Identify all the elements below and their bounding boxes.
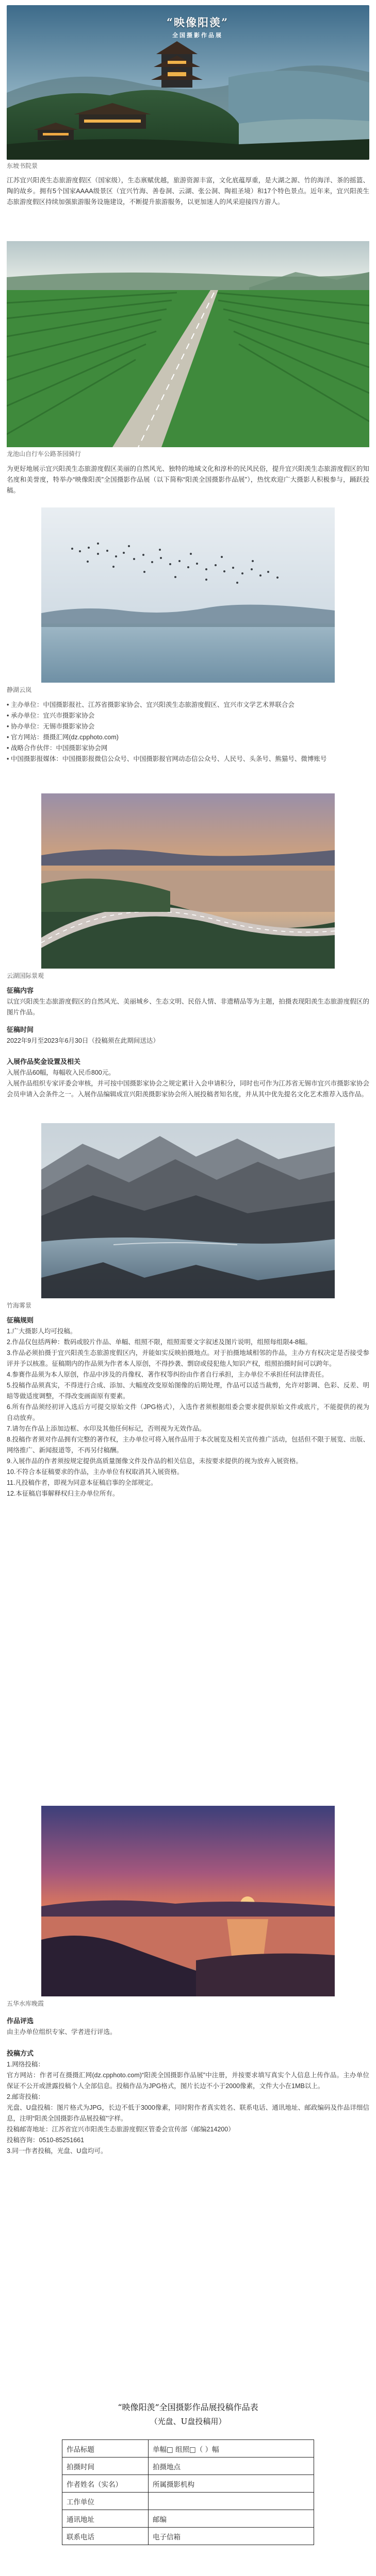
- organizer-line: • 中国摄影报媒体：中国摄影报微信公众号、中国摄影报官网动态信公众号、人民号、头条号、熊猫号、微博账号: [7, 755, 327, 762]
- hero-title-block: [146, 14, 249, 39]
- rule-line: 5.投稿作品须真实，不得进行合成、添加、大幅度改变原始图像的后期处理，作品可以适当裁剪，允许对影调、色彩、反差、明暗等做适度调整，不得改变画面原有要素。: [7, 1382, 369, 1400]
- intro-text-1: 江苏宜兴阳羡生态旅游度假区（国家级），生态禀赋优越，旅游资源丰富，文化底蕴厚重，是大湖之源、竹的海洋、茶的摇篮、陶的故乡。拥有5个国家AAAA级景区（宜兴竹海、善卷洞、云湖、张公洞、陶祖圣境）和17个特色景点。近年来，宜兴阳羡生态旅游度假区持续加强旅游服务设施建设，不断提升旅游服务，以更加迷人的风采迎接四方游人。: [7, 177, 369, 206]
- rule-line: 8.投稿作者须对作品拥有完整的著作权，主办单位可将入展作品用于本次展览及相关宣传推广活动，包括但不限于展览、出版、网络推广、新闻报道等，不再另付稿酬。: [7, 1436, 369, 1454]
- table-row: [62, 2440, 314, 2458]
- organizer-line: • 官方网站：摄摄汇网(dz.cpphoto.com): [7, 734, 119, 741]
- intro-text-2: 为更好地展示宜兴阳羡生态旅游度假区美丽的自然风光、独特的地域文化和淳朴的民风民俗，提升宜兴阳羡生态旅游度假区的知名度和美誉度，特举办“映像阳羡”全国摄影作品展（以下简称“阳羡全国摄影作品展”），热忱欢迎广大摄影人积极参与，踊跃投稿。: [7, 465, 369, 494]
- hero-title: “映像阳羡”: [166, 16, 229, 29]
- rule-line: 7.请勿在作品上添加边框、水印及其他任何标记，否则视为无效作品。: [7, 1425, 206, 1432]
- lake-illustration: [41, 507, 335, 683]
- rule-line: 3.作品必须拍摄于宜兴阳羡生态旅游度假区内，并能如实反映拍摄地点。对于拍摄地域相邻的作品，主办方有权决定是否接受参评并予以核准。征稿期内的作品须为作者本人原创，不得抄袭、剽窃或侵犯他人知识产权，组照拍摄时间可以跨年。: [7, 1349, 369, 1367]
- sunset-lake-caption: 五华水库晚霞: [7, 2000, 44, 2007]
- form-value: 电子信箱: [149, 2528, 314, 2545]
- rule-line: 2.作品仅包括两种：数码或胶片作品、单幅、组照不限，组照需要文字叙述及图片说明，组照每组限4-8幅。: [7, 1338, 312, 1346]
- table-row: [62, 2493, 314, 2510]
- review-paragraph: [7, 2027, 369, 2038]
- hero-image: [7, 5, 369, 160]
- submit-line: 投稿邮寄地址：江苏省宜兴市阳羡生态旅游度假区管委会宣传部（邮编214200）: [7, 2126, 235, 2133]
- mountain-lake-illustration: [41, 1123, 335, 1298]
- form-value: 邮编: [149, 2510, 314, 2528]
- tea-field-illustration: [7, 241, 369, 447]
- rule-line: 9.入展作品的作者须按规定提供高质量图像文件及作品的相关信息，未按要求提供的视为放弃入展资格。: [7, 1458, 302, 1465]
- submit-line: 官方网站：作者可在摄摄汇网(dz.cpphoto.com)“阳羡全国摄影作品展”中注册，并按要求填写真实个人信息上传作品。主办单位保证不公开或泄露投稿个人全部信息。投稿作品为JPG格式，图片长边不小于2000像素，文件大小在1MB以上。: [7, 2072, 369, 2090]
- content-paragraph: [7, 996, 369, 1018]
- rules-title: 征稿规则: [7, 1316, 34, 1324]
- intro-paragraph-2: [7, 464, 369, 496]
- sunset-lake-image: [41, 1806, 335, 1996]
- hero-subtitle: 全国摄影作品展: [172, 32, 223, 39]
- submit-line: 3.同一作者投稿，光盘、U盘均可。: [7, 2147, 107, 2155]
- submit-list: [7, 2059, 369, 2157]
- rule-line: 10.不符合本征稿要求的作品，主办单位有权取消其入展资格。: [7, 1468, 184, 1476]
- submit-line: 2.邮寄投稿：: [7, 2093, 44, 2100]
- form-value: 所属摄影机构: [149, 2475, 314, 2493]
- organizer-line: • 战略合作伙伴：中国摄影家协会网: [7, 744, 108, 752]
- sunset-road-illustration: [41, 793, 335, 969]
- review-text: 由主办单位组织专家、学者进行评选。: [7, 2028, 117, 2036]
- form-title: “映像阳羡”全国摄影作品展投稿作品表: [118, 2402, 258, 2412]
- mountain-caption: 竹海雾景: [7, 1302, 32, 1309]
- form-value: [149, 2493, 314, 2510]
- awards-title: 入展作品奖金设置及相关: [7, 1058, 81, 1065]
- sunset-lake-illustration: [41, 1806, 335, 1996]
- rule-line: 4.参赛作品须为本人原创，作品中涉及的肖像权、著作权等纠纷由作者自行承担，主办单位不承担任何法律责任。: [7, 1371, 328, 1378]
- road-caption: 龙池山自行车公路茶园骑行: [7, 450, 81, 457]
- intro-paragraph-1: [7, 175, 369, 208]
- table-row: [62, 2528, 314, 2545]
- submission-form-table: [62, 2439, 314, 2545]
- content-text: 以宜兴阳羡生态旅游度假区的自然风光、美丽城乡、生态文明、民俗人情、非遗精品等为主题，拍摄表现阳羡生态旅游度假区的图片作品。: [7, 998, 369, 1016]
- time-title: 征稿时间: [7, 1026, 34, 1033]
- form-label: 联系电话: [62, 2528, 149, 2545]
- rule-line: 11.凡投稿作者，即视为同意本征稿启事的全部规定。: [7, 1479, 157, 1486]
- submit-title: 投稿方式: [7, 2049, 34, 2057]
- awards-line: 入展作品60幅，每幅收入民币800元。: [7, 1069, 115, 1076]
- time-paragraph: [7, 1036, 369, 1046]
- form-subtitle: （光盘、U盘投稿用）: [150, 2417, 226, 2426]
- submit-line: 光盘、U盘投稿：图片格式为JPG，长边不低于3000像素，同时附作者真实姓名、联系电话、通讯地址、邮政编码及作品详细信息，注明“阳羡全国摄影作品展投稿”字样。: [7, 2104, 369, 2122]
- review-title: 作品评选: [7, 2017, 34, 2025]
- form-value: 单幅□ 组照□（ ）幅: [149, 2440, 314, 2458]
- form-label: 工作单位: [62, 2493, 149, 2510]
- organizer-line: • 协办单位：无锡市摄影家协会: [7, 723, 95, 730]
- hero-caption: 东坡书院景: [7, 162, 38, 170]
- sunset-road-image: [41, 793, 335, 969]
- awards-paragraph: [7, 1067, 369, 1100]
- form-label: 作品标题: [62, 2440, 149, 2458]
- form-label: 作者姓名（实名）: [62, 2475, 149, 2493]
- table-row: [62, 2458, 314, 2475]
- lake-birds-image: [41, 507, 335, 683]
- lake-caption: 静湖云岚: [7, 686, 32, 693]
- table-row: [62, 2475, 314, 2493]
- submit-line: 1.网络投稿：: [7, 2061, 44, 2068]
- form-label: 通讯地址: [62, 2510, 149, 2528]
- tea-field-road-image: [7, 241, 369, 447]
- time-text: 2022年9月至2023年6月30日（投稿须在此期间送达）: [7, 1037, 159, 1044]
- awards-line: 入展作品组织专家评委会审核，并可按中国摄影家协会之规定累计入会申请积分，同时也可作为江苏省无锡市宜兴市摄影家协会会员申请入会条件之一。入展作品编辑成宣兴阳羡摄影家协会所入展投稿者知名度，并从其中优先提名文化艺术推荐入选作品。: [7, 1080, 369, 1098]
- content-title: 征稿内容: [7, 987, 34, 994]
- form-value: 拍摄地点: [149, 2458, 314, 2475]
- submit-line: 投稿咨询：0510-85251661: [7, 2137, 85, 2144]
- rules-list: [7, 1326, 369, 1499]
- form-header: [62, 2401, 314, 2427]
- organizers-list: [7, 700, 369, 765]
- rule-line: 1.广大摄影人均可投稿。: [7, 1328, 77, 1335]
- rule-line: 12.本征稿启事解释权归主办单位所有。: [7, 1490, 119, 1497]
- table-row: [62, 2510, 314, 2528]
- mountain-lake-image: [41, 1123, 335, 1298]
- sunset-road-caption: 云湖国际景观: [7, 972, 44, 979]
- organizer-line: • 承办单位：宜兴市摄影家协会: [7, 712, 95, 719]
- form-label: 拍摄时间: [62, 2458, 149, 2475]
- organizer-line: • 主办单位：中国摄影报社、江苏省摄影家协会、宜兴阳羡生态旅游度假区、宜兴市文学艺术界联合会: [7, 701, 295, 708]
- rule-line: 6.所有作品须经初评入选后方可提交原始文件（JPG格式），入选作者须根据组委会要求提供原始文件或底片，不能提供的视为自动放弃。: [7, 1403, 369, 1421]
